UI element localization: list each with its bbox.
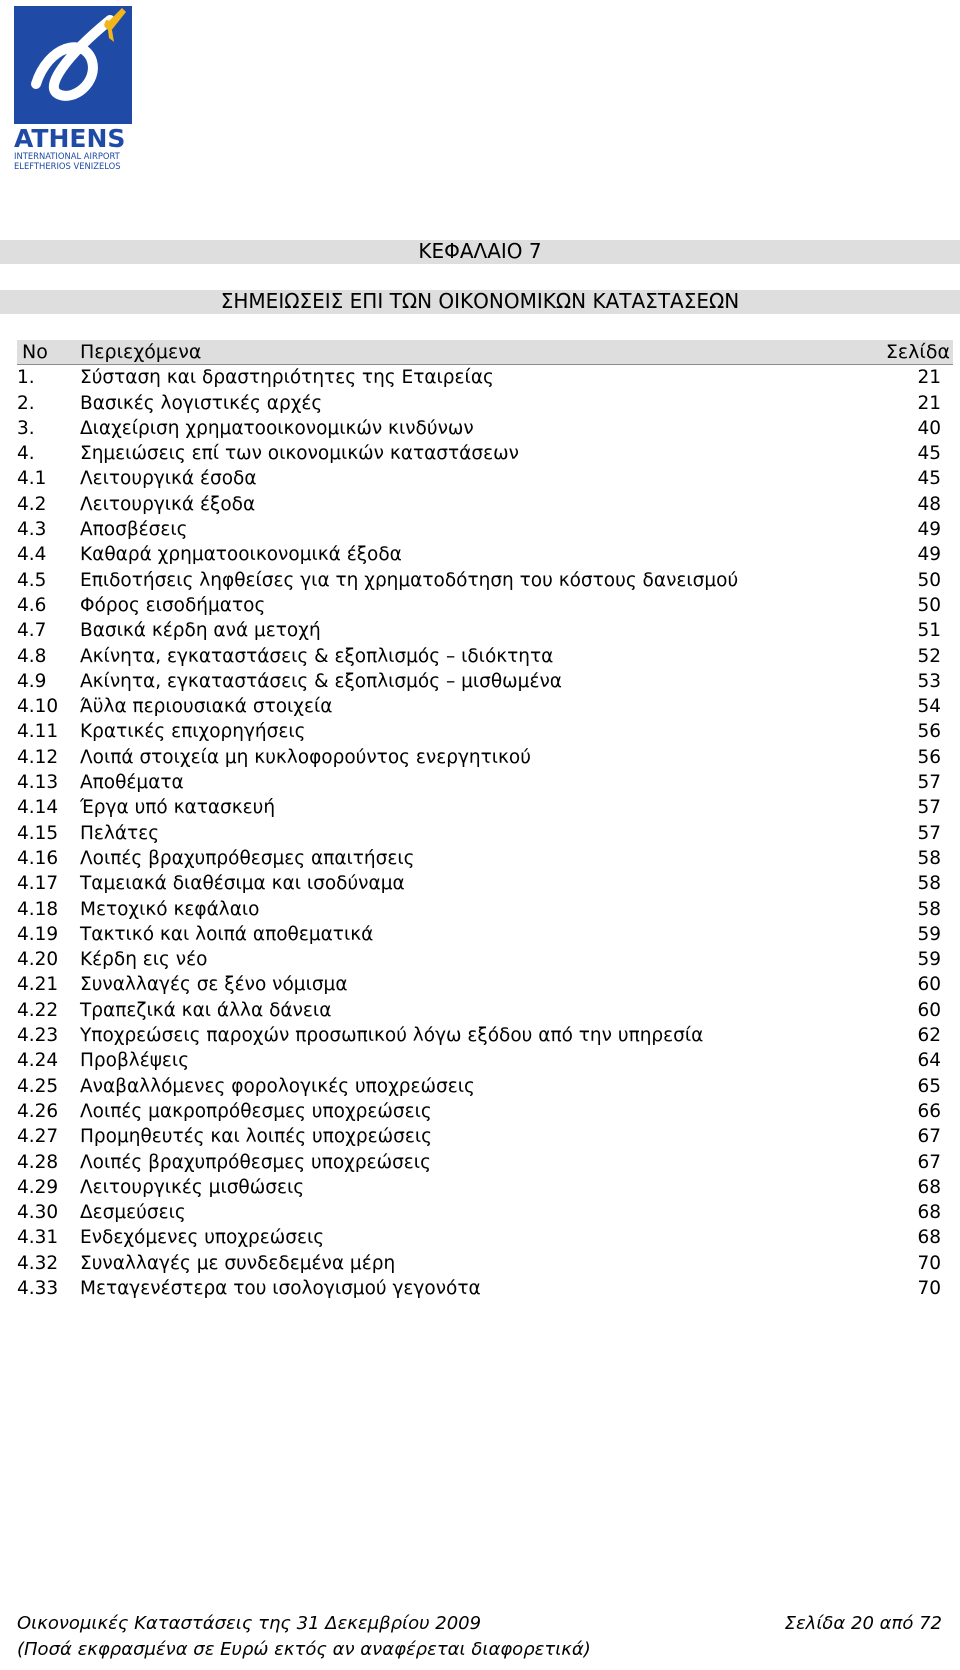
toc-row-title: Βασικά κέρδη ανά μετοχή [80, 620, 321, 642]
toc-row-title: Ακίνητα, εγκαταστάσεις & εξοπλισμός – ιδιόκτητα [80, 645, 554, 667]
toc-row [17, 1099, 953, 1124]
toc-row-page: 57 [917, 797, 941, 819]
toc-row [17, 568, 953, 593]
toc-row-number: 4.19 [17, 923, 59, 945]
toc-row-number: 4.26 [17, 1100, 59, 1122]
toc-header-row [17, 340, 953, 365]
toc-row-number: 4.32 [17, 1252, 59, 1274]
toc-row-title: Τραπεζικά και άλλα δάνεια [80, 999, 332, 1021]
toc-row-title: Σημειώσεις επί των οικονομικών καταστάσεων [80, 443, 519, 465]
footer-report-title: Οικονομικές Καταστάσεις της 31 Δεκεμβρίου 2009 [17, 1613, 482, 1634]
toc-row [17, 618, 953, 643]
toc-row-title: Προβλέψεις [80, 1050, 190, 1072]
toc-row-title: Λοιπά στοιχεία μη κυκλοφορούντος ενεργητικού [80, 746, 531, 768]
toc-row-title: Έργα υπό κατασκευή [80, 797, 276, 819]
toc-row-title: Λοιπές βραχυπρόθεσμες υποχρεώσεις [80, 1151, 431, 1173]
toc-row-number: 4.33 [17, 1277, 59, 1299]
toc-row-number: 4.6 [17, 594, 47, 616]
toc-row-page: 50 [917, 569, 941, 591]
toc-row-page: 56 [917, 721, 941, 743]
toc-row-title: Καθαρά χρηματοοικονομικά έξοδα [80, 544, 402, 566]
toc-row [17, 694, 953, 719]
toc-row [17, 1150, 953, 1175]
toc-row-number: 4.1 [17, 468, 47, 490]
toc-row-title: Λειτουργικές μισθώσεις [80, 1176, 305, 1198]
toc-row [17, 1023, 953, 1048]
toc-row-page: 58 [917, 898, 941, 920]
toc-row [17, 593, 953, 618]
table-of-contents [17, 340, 953, 1301]
toc-row-page: 62 [917, 1025, 941, 1047]
toc-row [17, 1074, 953, 1099]
toc-row-number: 4.25 [17, 1075, 59, 1097]
toc-row [17, 972, 953, 997]
toc-body [17, 365, 953, 1301]
toc-row-number: 4.16 [17, 847, 59, 869]
toc-row [17, 441, 953, 466]
toc-row [17, 745, 953, 770]
toc-row-title: Τακτικό και λοιπά αποθεματικά [80, 923, 374, 945]
toc-row-page: 59 [917, 949, 941, 971]
toc-row [17, 542, 953, 567]
toc-row-page: 45 [917, 443, 941, 465]
toc-row-number: 4.24 [17, 1050, 59, 1072]
toc-row [17, 644, 953, 669]
toc-row-page: 60 [917, 999, 941, 1021]
toc-row-title: Λειτουργικά έσοδα [80, 468, 257, 490]
toc-row-number: 4.31 [17, 1227, 59, 1249]
toc-row-number: 4.30 [17, 1202, 59, 1224]
logo-subtitle-1: INTERNATIONAL AIRPORT [14, 151, 120, 161]
logo-emblem [14, 6, 132, 124]
toc-row [17, 669, 953, 694]
toc-row-title: Ακίνητα, εγκαταστάσεις & εξοπλισμός – μισθωμένα [80, 670, 562, 692]
toc-row-number: 4.23 [17, 1025, 59, 1047]
toc-row-title: Αποθέματα [80, 772, 184, 794]
toc-row [17, 770, 953, 795]
toc-row-number: 4.7 [17, 620, 47, 642]
toc-row [17, 492, 953, 517]
toc-row [17, 1251, 953, 1276]
toc-row-page: 58 [917, 847, 941, 869]
toc-row-page: 65 [917, 1075, 941, 1097]
toc-row-page: 48 [917, 493, 941, 515]
toc-row-number: 4.21 [17, 974, 59, 996]
logo-name: ATHENS [14, 124, 126, 153]
toc-row-title: Λοιπές μακροπρόθεσμες υποχρεώσεις [80, 1100, 432, 1122]
toc-row-title: Μετοχικό κεφάλαιο [80, 898, 260, 920]
athens-airport-logo [14, 0, 136, 175]
toc-row-number: 4.29 [17, 1176, 59, 1198]
toc-row-title: Μεταγενέστερα του ισολογισμού γεγονότα [80, 1277, 481, 1299]
toc-row [17, 1048, 953, 1073]
toc-row-page: 21 [917, 392, 941, 414]
toc-row-number: 4.3 [17, 519, 47, 541]
footer-currency-note: (Ποσά εκφρασμένα σε Ευρώ εκτός αν αναφέρεται διαφορετικά) [17, 1639, 591, 1660]
toc-row-number: 4.11 [17, 721, 59, 743]
toc-row-number: 4.20 [17, 949, 59, 971]
toc-row [17, 821, 953, 846]
toc-row-page: 58 [917, 873, 941, 895]
toc-row-title: Αποσβέσεις [80, 519, 188, 541]
toc-row [17, 897, 953, 922]
toc-row [17, 1175, 953, 1200]
toc-row-page: 67 [917, 1151, 941, 1173]
toc-row-title: Κρατικές επιχορηγήσεις [80, 721, 306, 743]
toc-row-page: 51 [917, 620, 941, 642]
toc-row-title: Συναλλαγές σε ξένο νόμισμα [80, 974, 348, 996]
toc-row [17, 1124, 953, 1149]
toc-row-title: Υποχρεώσεις παροχών προσωπικού λόγω εξόδου από την υπηρεσία [80, 1025, 704, 1047]
toc-row-title: Πελάτες [80, 822, 160, 844]
toc-row-number: 4.14 [17, 797, 59, 819]
toc-header-no: Νο [22, 341, 48, 363]
toc-row-page: 57 [917, 772, 941, 794]
toc-row [17, 416, 953, 441]
toc-row-title: Λοιπές βραχυπρόθεσμες απαιτήσεις [80, 847, 415, 869]
toc-row-page: 56 [917, 746, 941, 768]
toc-row [17, 947, 953, 972]
toc-row-page: 49 [917, 544, 941, 566]
toc-row-title: Αναβαλλόμενες φορολογικές υποχρεώσεις [80, 1075, 475, 1097]
toc-row-page: 45 [917, 468, 941, 490]
toc-row-number: 4.22 [17, 999, 59, 1021]
toc-row-number: 4.2 [17, 493, 47, 515]
toc-row-number: 4.18 [17, 898, 59, 920]
toc-row-page: 54 [917, 696, 941, 718]
toc-row-page: 68 [917, 1176, 941, 1198]
toc-row-page: 68 [917, 1227, 941, 1249]
toc-row-page: 53 [917, 670, 941, 692]
toc-row [17, 1200, 953, 1225]
toc-row-title: Επιδοτήσεις ληφθείσες για τη χρηματοδότηση του κόστους δανεισμού [80, 569, 739, 591]
toc-row-title: Δεσμεύσεις [80, 1202, 186, 1224]
toc-row [17, 871, 953, 896]
toc-row-page: 70 [917, 1277, 941, 1299]
toc-row-page: 70 [917, 1252, 941, 1274]
toc-row-page: 64 [917, 1050, 941, 1072]
toc-row-page: 52 [917, 645, 941, 667]
toc-row [17, 719, 953, 744]
toc-row-number: 4.13 [17, 772, 59, 794]
toc-row-number: 4.8 [17, 645, 47, 667]
toc-row-number: 4.17 [17, 873, 59, 895]
toc-header-page: Σελίδα [885, 341, 950, 363]
toc-row-title: Βασικές λογιστικές αρχές [80, 392, 323, 414]
toc-row-number: 4.4 [17, 544, 47, 566]
toc-row-title: Άϋλα περιουσιακά στοιχεία [80, 696, 333, 718]
toc-row [17, 365, 953, 390]
toc-row [17, 1276, 953, 1301]
toc-row-title: Σύσταση και δραστηριότητες της Εταιρείας [80, 367, 494, 389]
toc-row-page: 57 [917, 822, 941, 844]
toc-row-number: 4.10 [17, 696, 59, 718]
toc-row-title: Κέρδη εις νέο [80, 949, 208, 971]
airplane-icon [14, 6, 132, 124]
toc-row-title: Ενδεχόμενες υποχρεώσεις [80, 1227, 325, 1249]
toc-row-number: 2. [17, 392, 35, 414]
footer-line-1 [17, 1612, 942, 1636]
toc-row-title: Ταμειακά διαθέσιμα και ισοδύναμα [80, 873, 405, 895]
chapter-title: ΚΕΦΑΛΑΙΟ 7 [418, 239, 542, 263]
toc-row-page: 59 [917, 923, 941, 945]
toc-row-number: 4.5 [17, 569, 47, 591]
toc-row-number: 4. [17, 443, 35, 465]
section-subtitle: ΣΗΜΕΙΩΣΕΙΣ ΕΠΙ ΤΩΝ ΟΙΚΟΝΟΜΙΚΩΝ ΚΑΤΑΣΤΑΣΕΩΝ [220, 289, 740, 313]
toc-row-page: 60 [917, 974, 941, 996]
toc-row-title: Λειτουργικά έξοδα [80, 493, 256, 515]
toc-row [17, 922, 953, 947]
toc-row-title: Συναλλαγές με συνδεδεμένα μέρη [80, 1252, 396, 1274]
footer-line-2 [17, 1638, 942, 1662]
toc-row-page: 21 [917, 367, 941, 389]
toc-row-title: Προμηθευτές και λοιπές υποχρεώσεις [80, 1126, 432, 1148]
toc-row [17, 466, 953, 491]
toc-row-page: 49 [917, 519, 941, 541]
toc-row [17, 846, 953, 871]
toc-row-number: 1. [17, 367, 35, 389]
toc-row-title: Διαχείριση χρηματοοικονομικών κινδύνων [80, 417, 474, 439]
toc-row-number: 4.15 [17, 822, 59, 844]
toc-row [17, 517, 953, 542]
toc-row-page: 68 [917, 1202, 941, 1224]
toc-row-number: 4.12 [17, 746, 59, 768]
toc-row-page: 50 [917, 594, 941, 616]
toc-row [17, 391, 953, 416]
toc-row [17, 998, 953, 1023]
toc-row-page: 40 [917, 417, 941, 439]
footer-page-number: Σελίδα 20 από 72 [784, 1613, 942, 1634]
toc-row-number: 3. [17, 417, 35, 439]
toc-row [17, 1225, 953, 1250]
toc-row-page: 66 [917, 1100, 941, 1122]
toc-row-title: Φόρος εισοδήματος [80, 594, 266, 616]
toc-header-title: Περιεχόμενα [80, 341, 202, 363]
toc-row-number: 4.27 [17, 1126, 59, 1148]
toc-row-number: 4.9 [17, 670, 47, 692]
toc-row-number: 4.28 [17, 1151, 59, 1173]
toc-row [17, 795, 953, 820]
toc-row-page: 67 [917, 1126, 941, 1148]
logo-subtitle-2: ELEFTHERIOS VENIZELOS [14, 161, 121, 171]
